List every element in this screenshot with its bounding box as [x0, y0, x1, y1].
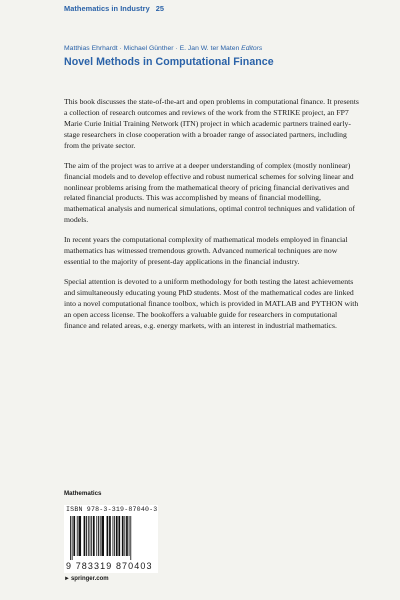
arrow-icon: ►: [64, 576, 70, 582]
barcode-bar: [90, 516, 91, 556]
blurb-paragraph: In recent years the computational complexity of mathematical models employed in financial mathematics has witnessed tremendous growth. Advanced numerical techniques are now essential to the majority of present-day applications in the financial industry.: [64, 235, 348, 267]
series-volume: 25: [155, 4, 165, 13]
barcode-bar: [109, 516, 111, 556]
barcode-bar: [93, 516, 95, 556]
barcode-bar: [124, 516, 125, 556]
website-text: springer.com: [70, 576, 109, 582]
barcode-bar: [77, 516, 78, 556]
barcode-bar: [73, 516, 75, 556]
barcode-bar: [113, 516, 114, 556]
barcode-bar: [98, 516, 99, 556]
website-link[interactable]: [64, 576, 109, 582]
barcode-bar: [86, 516, 87, 556]
isbn-label: ISBN 978-3-319-87040-3: [66, 506, 158, 513]
editor-names: Matthias Ehrhardt · Michael Günther · E. Jan W. ter Maten: [64, 45, 240, 52]
editors-role: Editors: [241, 45, 263, 52]
barcode-bar: [91, 516, 92, 556]
barcode-bar: [122, 516, 124, 556]
book-title: Novel Methods in Computational Finance: [64, 56, 274, 68]
isbn-digits: 9 783319 870403: [66, 561, 153, 571]
barcode-bar: [129, 516, 130, 556]
blurb-paragraph: The aim of the project was to arrive at a deeper understanding of complex (mostly nonlinear) financial models and to develop effective and robust numerical schemes for solving linear and nonlinear problems arising from the mathematical theory of pricing financial derivatives and related financial products. This was accomplished by means of financial modelling, mathematical analysis and numerical simulations, optimal control techniques and validation of models.: [64, 160, 355, 225]
barcode-bar: [84, 516, 86, 556]
barcode-bar: [70, 516, 71, 560]
series-title: [64, 4, 164, 13]
blurb-paragraph: Special attention is devoted to a uniform methodology for both testing the latest achievements and simultaneously educating young PhD students. Most of the mathematical codes are linked into a novel computational finance toolbox, which is provided in MATLAB and PYTHON with an open access license. The bookoffers a valuable guide for researchers in computational finance and related areas, e.g. energy markets, with an interest in industrial mathematics.: [64, 277, 359, 330]
barcode-bar: [88, 516, 89, 556]
blurb-paragraph: This book discusses the state-of-the-art and open problems in computational finance. It presents a collection of research outcomes and reviews of the work from the STRIKE project, an FP7 Marie Curie Initial Training Network (ITN) project in which academic partners trained early-stage researchers in close cooperation with a broader range of associated partners, including from the private sector.: [64, 97, 359, 150]
barcode-bar: [79, 516, 82, 556]
barcode-bar: [114, 516, 115, 556]
barcode-bar: [96, 516, 97, 556]
subject-label: Mathematics: [64, 490, 102, 497]
editors-line: [64, 45, 262, 52]
barcode-bar: [126, 516, 128, 556]
barcode-bars: [66, 516, 156, 561]
barcode-bar: [72, 516, 73, 560]
barcode-bar: [100, 516, 101, 556]
isbn-barcode: [64, 505, 158, 573]
barcode-bar: [130, 516, 131, 560]
barcode-bar: [107, 516, 109, 556]
series-name: Mathematics in Industry: [64, 4, 150, 13]
blurb: [64, 97, 360, 341]
barcode-bar: [101, 516, 104, 556]
barcode-bar: [118, 516, 120, 556]
barcode-bar: [116, 516, 118, 556]
